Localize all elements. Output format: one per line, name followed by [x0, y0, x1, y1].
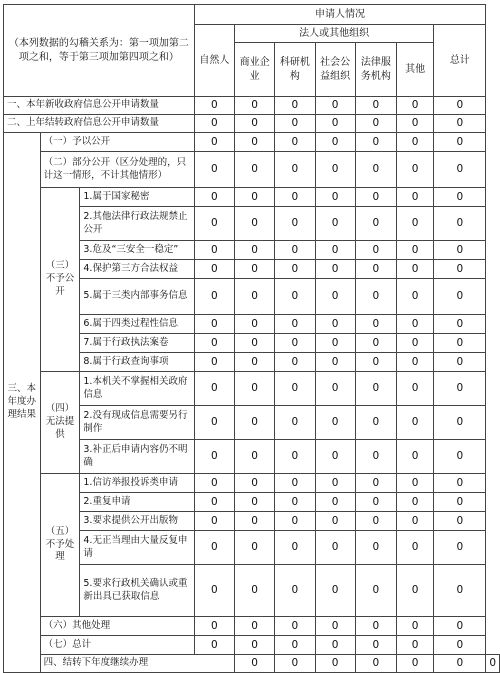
cell-value: 0 — [194, 440, 234, 474]
cell-value: 0 — [396, 406, 433, 440]
cell-value: 0 — [396, 617, 433, 636]
cell-value: 0 — [235, 207, 275, 241]
cell-value: 0 — [396, 512, 433, 531]
cell-value: 0 — [434, 133, 486, 152]
cell-value: 0 — [275, 279, 315, 315]
header-other: 其他 — [396, 43, 433, 97]
cell-value: 0 — [194, 406, 234, 440]
cell-value: 0 — [355, 512, 396, 531]
cell-value: 0 — [315, 279, 355, 315]
cell-value: 0 — [355, 406, 396, 440]
group-3-label: （三）不予公开 — [40, 188, 80, 372]
cell-value: 0 — [275, 353, 315, 372]
cell-value: 0 — [194, 115, 234, 133]
cell-value: 0 — [235, 565, 275, 617]
row-label: 2.没有现成信息需要另行制作 — [80, 406, 194, 440]
cell-value: 0 — [434, 655, 486, 673]
row-label: 3.要求提供公开出版物 — [80, 512, 194, 531]
cell-value: 0 — [396, 474, 433, 493]
cell-value: 0 — [275, 474, 315, 493]
cell-value: 0 — [194, 207, 234, 241]
cell-value: 0 — [275, 207, 315, 241]
cell-value: 0 — [235, 152, 275, 188]
cell-value: 0 — [434, 372, 486, 406]
cell-value: 0 — [396, 655, 433, 673]
row-label: 2.重复申请 — [80, 493, 194, 512]
cell-value: 0 — [434, 474, 486, 493]
cell-value: 0 — [275, 440, 315, 474]
header-total: 总计 — [434, 25, 486, 97]
disclosure-statistics-table — [3, 4, 500, 673]
cell-value: 0 — [434, 440, 486, 474]
cell-value: 0 — [275, 493, 315, 512]
cell-value: 0 — [355, 97, 396, 115]
cell-value: 0 — [434, 207, 486, 241]
cell-value: 0 — [275, 512, 315, 531]
cell-value: 0 — [194, 565, 234, 617]
cell-value: 0 — [355, 493, 396, 512]
cell-value: 0 — [396, 241, 433, 260]
cell-value: 0 — [396, 115, 433, 133]
row-label: 1.属于国家秘密 — [80, 188, 194, 207]
row-label: （六）其他处理 — [40, 617, 194, 636]
cell-value: 0 — [194, 474, 234, 493]
cell-value: 0 — [315, 207, 355, 241]
cell-value: 0 — [235, 241, 275, 260]
cell-value: 0 — [235, 493, 275, 512]
cell-value: 0 — [355, 440, 396, 474]
cell-value: 0 — [315, 188, 355, 207]
cell-value: 0 — [355, 636, 396, 655]
cell-value: 0 — [315, 406, 355, 440]
cell-value: 0 — [434, 260, 486, 279]
cell-value: 0 — [194, 133, 234, 152]
report-table-container — [3, 4, 500, 673]
cell-value: 0 — [315, 565, 355, 617]
row-label: 5.属于三类内部事务信息 — [80, 279, 194, 315]
cell-value: 0 — [396, 152, 433, 188]
cell-value: 0 — [315, 636, 355, 655]
row-label: 6.属于四类过程性信息 — [80, 315, 194, 334]
cell-value: 0 — [275, 260, 315, 279]
cell-value: 0 — [194, 279, 234, 315]
cell-value: 0 — [275, 565, 315, 617]
cell-value: 0 — [434, 406, 486, 440]
table-row — [4, 152, 500, 188]
section-3-label: 三、本年度办理结果 — [4, 133, 41, 673]
cell-value: 0 — [396, 334, 433, 353]
cell-value: 0 — [235, 655, 275, 673]
cell-value: 0 — [235, 353, 275, 372]
cell-value: 0 — [434, 512, 486, 531]
cell-value: 0 — [194, 531, 234, 565]
cell-value: 0 — [315, 372, 355, 406]
cell-value: 0 — [355, 152, 396, 188]
cell-value: 0 — [315, 241, 355, 260]
cell-value: 0 — [355, 115, 396, 133]
cell-value: 0 — [235, 372, 275, 406]
cell-value: 0 — [315, 315, 355, 334]
row-label: 二、上年结转政府信息公开申请数量 — [4, 115, 195, 133]
table-row — [4, 133, 500, 152]
table-row — [4, 474, 500, 493]
cell-value: 0 — [275, 97, 315, 115]
cell-value: 0 — [396, 372, 433, 406]
cell-value: 0 — [355, 372, 396, 406]
cell-value: 0 — [355, 207, 396, 241]
cell-value: 0 — [315, 152, 355, 188]
table-row — [4, 188, 500, 207]
cell-value: 0 — [235, 474, 275, 493]
group-5-label: （五）不予处理 — [40, 474, 80, 617]
cell-value: 0 — [194, 617, 234, 636]
cell-value: 0 — [355, 188, 396, 207]
cell-value: 0 — [434, 636, 486, 655]
cell-value: 0 — [315, 655, 355, 673]
cell-value: 0 — [315, 260, 355, 279]
cell-value: 0 — [275, 152, 315, 188]
cell-value: 0 — [355, 260, 396, 279]
cell-value: 0 — [434, 152, 486, 188]
cell-value: 0 — [235, 133, 275, 152]
cell-value: 0 — [486, 655, 500, 673]
cell-value: 0 — [434, 97, 486, 115]
row-label: 一、本年新收政府信息公开申请数量 — [4, 97, 195, 115]
cell-value: 0 — [275, 531, 315, 565]
cell-value: 0 — [235, 315, 275, 334]
cell-value: 0 — [194, 241, 234, 260]
row-label: 7.属于行政执法案卷 — [80, 334, 194, 353]
cell-value: 0 — [396, 315, 433, 334]
cell-value: 0 — [275, 115, 315, 133]
cell-value: 0 — [235, 617, 275, 636]
cell-value: 0 — [235, 97, 275, 115]
cell-value: 0 — [275, 655, 315, 673]
cell-value: 0 — [194, 260, 234, 279]
cell-value: 0 — [315, 531, 355, 565]
cell-value: 0 — [396, 493, 433, 512]
cell-value: 0 — [194, 188, 234, 207]
cell-value: 0 — [434, 617, 486, 636]
cell-value: 0 — [315, 493, 355, 512]
row-label: 4.无正当理由大量反复申请 — [80, 531, 194, 565]
cell-value: 0 — [315, 440, 355, 474]
cell-value: 0 — [315, 512, 355, 531]
cell-value: 0 — [396, 207, 433, 241]
cell-value: 0 — [275, 636, 315, 655]
table-row — [4, 636, 500, 655]
cell-value: 0 — [194, 372, 234, 406]
cell-value: 0 — [235, 440, 275, 474]
cell-value: 0 — [434, 115, 486, 133]
cell-value: 0 — [434, 353, 486, 372]
cell-value: 0 — [235, 512, 275, 531]
cell-value: 0 — [235, 260, 275, 279]
cell-value: 0 — [235, 279, 275, 315]
cell-value: 0 — [315, 353, 355, 372]
cell-value: 0 — [275, 406, 315, 440]
header-commercial: 商业企业 — [235, 43, 275, 97]
cell-value: 0 — [355, 617, 396, 636]
table-row — [4, 115, 500, 133]
group-4-label: （四）无法提供 — [40, 372, 80, 474]
cell-value: 0 — [434, 334, 486, 353]
row-label: 2.其他法律行政法规禁止公开 — [80, 207, 194, 241]
cell-value: 0 — [275, 315, 315, 334]
table-row — [4, 97, 500, 115]
row-label: 3.危及“三安全一稳定” — [80, 241, 194, 260]
cell-value: 0 — [315, 115, 355, 133]
cell-value: 0 — [434, 315, 486, 334]
cell-value: 0 — [275, 188, 315, 207]
cell-value: 0 — [315, 617, 355, 636]
row-label: 8.属于行政查询事项 — [80, 353, 194, 372]
cell-value: 0 — [194, 152, 234, 188]
cell-value: 0 — [275, 133, 315, 152]
cell-value: 0 — [396, 565, 433, 617]
row-label: 1.本机关不掌握相关政府信息 — [80, 372, 194, 406]
cell-value: 0 — [434, 279, 486, 315]
cell-value: 0 — [235, 188, 275, 207]
table-row — [4, 372, 500, 406]
cell-value: 0 — [355, 531, 396, 565]
cell-value: 0 — [396, 440, 433, 474]
cell-value: 0 — [355, 353, 396, 372]
row-label: 5.要求行政机关确认或重新出具已获取信息 — [80, 565, 194, 617]
cell-value: 0 — [194, 493, 234, 512]
cell-value: 0 — [235, 334, 275, 353]
cell-value: 0 — [355, 241, 396, 260]
cell-value: 0 — [194, 315, 234, 334]
cell-value: 0 — [355, 133, 396, 152]
cell-value: 0 — [396, 97, 433, 115]
cell-value: 0 — [396, 636, 433, 655]
cell-value: 0 — [275, 372, 315, 406]
cell-value: 0 — [396, 260, 433, 279]
cell-value: 0 — [194, 97, 234, 115]
header-note: （本列数据的勾稽关系为：第一项加第二项之和，等于第三项加第四项之和） — [4, 5, 195, 97]
cell-value: 0 — [434, 188, 486, 207]
cell-value: 0 — [355, 474, 396, 493]
cell-value: 0 — [355, 315, 396, 334]
cell-value: 0 — [235, 115, 275, 133]
header-legal-org: 法人或其他组织 — [235, 25, 434, 43]
cell-value: 0 — [315, 133, 355, 152]
cell-value: 0 — [434, 565, 486, 617]
cell-value: 0 — [194, 636, 234, 655]
header-research: 科研机构 — [275, 43, 315, 97]
header-applicant-situation: 申请人情况 — [194, 5, 486, 25]
cell-value: 0 — [434, 531, 486, 565]
row-label: 四、结转下年度继续办理 — [40, 655, 234, 673]
cell-value: 0 — [434, 493, 486, 512]
cell-value: 0 — [194, 334, 234, 353]
row-label: 4.保护第三方合法权益 — [80, 260, 194, 279]
cell-value: 0 — [396, 531, 433, 565]
cell-value: 0 — [315, 474, 355, 493]
cell-value: 0 — [275, 241, 315, 260]
cell-value: 0 — [355, 655, 396, 673]
cell-value: 0 — [355, 334, 396, 353]
row-label: 1.信访举报投诉类申请 — [80, 474, 194, 493]
cell-value: 0 — [355, 565, 396, 617]
header-social: 社会公益组织 — [315, 43, 355, 97]
header-row-1 — [4, 5, 500, 25]
cell-value: 0 — [396, 279, 433, 315]
cell-value: 0 — [355, 279, 396, 315]
cell-value: 0 — [315, 334, 355, 353]
cell-value: 0 — [275, 617, 315, 636]
cell-value: 0 — [275, 334, 315, 353]
cell-value: 0 — [396, 188, 433, 207]
cell-value: 0 — [235, 636, 275, 655]
cell-value: 0 — [315, 97, 355, 115]
header-legal-service: 法律服务机构 — [355, 43, 396, 97]
cell-value: 0 — [194, 512, 234, 531]
cell-value: 0 — [396, 133, 433, 152]
header-natural-person: 自然人 — [194, 25, 234, 97]
row-label: （七）总计 — [40, 636, 194, 655]
table-row — [4, 617, 500, 636]
cell-value: 0 — [235, 406, 275, 440]
cell-value: 0 — [434, 241, 486, 260]
row-label: （一）予以公开 — [40, 133, 194, 152]
cell-value: 0 — [235, 531, 275, 565]
row-label: （二）部分公开（区分处理的，只计这一情形，不计其他情形） — [40, 152, 194, 188]
cell-value: 0 — [194, 353, 234, 372]
row-label: 3.补正后申请内容仍不明确 — [80, 440, 194, 474]
cell-value: 0 — [396, 353, 433, 372]
